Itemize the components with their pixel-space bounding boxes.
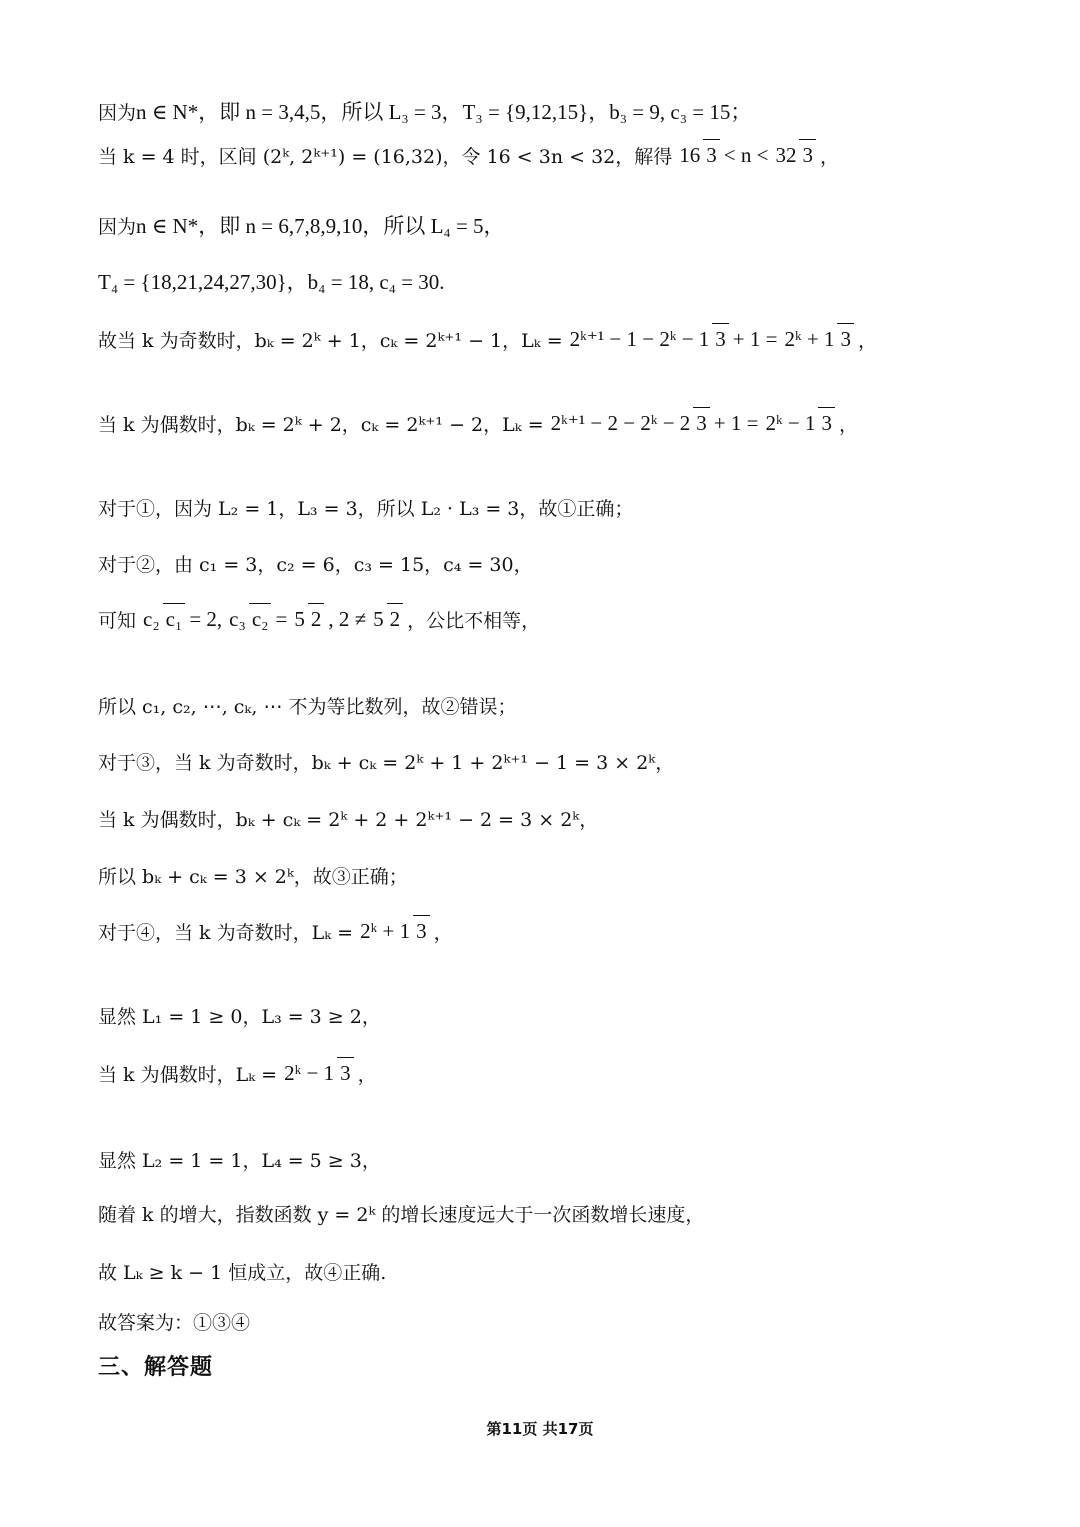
line-18: 随着 k 的增大，指数函数 y = 2ᵏ 的增长速度远大于一次函数增长速度， xyxy=(98,1204,705,1226)
line-19: 故 Lₖ ≥ k − 1 恒成立，故④正确. xyxy=(98,1262,387,1284)
page-footer: 第11页 共17页 xyxy=(486,1420,594,1438)
line-15: 显然 L₁ = 1 ≥ 0，L₃ = 3 ≥ 2， xyxy=(98,1006,381,1028)
line-17: 显然 L₂ = 1 = 1，L₄ = 5 ≥ 3， xyxy=(98,1150,381,1172)
line-20: 故答案为：①③④ xyxy=(98,1312,251,1334)
fraction: 2ᵏ + 1 3 xyxy=(357,919,429,944)
line-1: 因为 n ∈ N*，即 n = 3,4,5，所以 L₃ = 3，T₃ = {9,12,15}，b₃ = 9, c₃ = 15； xyxy=(98,100,752,124)
line-12: 当 k 为偶数时，bₖ + cₖ = 2ᵏ + 2 + 2ᵏ⁺¹ − 2 = 3 × 2ᵏ， xyxy=(98,809,599,831)
line-10: 所以 c₁, c₂, ⋯, cₖ, ⋯ 不为等比数列，故②错误； xyxy=(98,696,517,718)
fraction: c₃ c₂ xyxy=(226,607,271,632)
section-heading: 三、解答题 xyxy=(98,1355,214,1380)
line-13: 所以 bₖ + cₖ = 3 × 2ᵏ，故③正确； xyxy=(98,866,408,888)
fraction: 5 2 xyxy=(291,607,324,632)
line-11: 对于③，当 k 为奇数时，bₖ + cₖ = 2ᵏ + 1 + 2ᵏ⁺¹ − 1 = 3 × 2ᵏ， xyxy=(98,752,675,774)
fraction: 32 3 xyxy=(772,143,816,168)
fraction: 5 2 xyxy=(370,607,403,632)
line-8: 对于②，由 c₁ = 3，c₂ = 6，c₃ = 15，c₄ = 30， xyxy=(98,554,533,576)
fraction: 2ᵏ⁺¹ − 1 − 2ᵏ − 1 3 xyxy=(567,327,729,352)
fraction: 2ᵏ − 1 3 xyxy=(281,1061,353,1086)
line-2: 当 k = 4 时，区间 (2ᵏ, 2ᵏ⁺¹) = (16,32)，令 16 < 3n < 32，解得 16 3 < n < 32 3 ， xyxy=(98,142,839,169)
fraction: 16 3 xyxy=(676,143,720,168)
fraction: 2ᵏ + 1 3 xyxy=(781,327,853,352)
line-14: 对于④，当 k 为奇数时，Lₖ = 2ᵏ + 1 3 ， xyxy=(98,918,453,945)
line-4: T₄ = {18,21,24,27,30}，b₄ = 18, c₄ = 30. xyxy=(98,270,445,294)
line-7: 对于①，因为 L₂ = 1，L₃ = 3，所以 L₂ · L₃ = 3，故①正确； xyxy=(98,498,634,520)
fraction: c₂ c₁ xyxy=(140,607,185,632)
fraction: 2ᵏ − 1 3 xyxy=(762,411,834,436)
line-5: 故当 k 为奇数时，bₖ = 2ᵏ + 1，cₖ = 2ᵏ⁺¹ − 1，Lₖ = 2ᵏ⁺¹ − 1 − 2ᵏ − 1 3 + 1 = 2ᵏ + 1 3 ， xyxy=(98,326,877,353)
line-6: 当 k 为偶数时，bₖ = 2ᵏ + 2，cₖ = 2ᵏ⁺¹ − 2，Lₖ = 2ᵏ⁺¹ − 2 − 2ᵏ − 2 3 + 1 = 2ᵏ − 1 3 ， xyxy=(98,410,858,437)
line-16: 当 k 为偶数时，Lₖ = 2ᵏ − 1 3 ， xyxy=(98,1060,377,1087)
fraction: 2ᵏ⁺¹ − 2 − 2ᵏ − 2 3 xyxy=(548,411,710,436)
line-9: 可知 c₂ c₁ = 2, c₃ c₂ = 5 2 , 2 ≠ 5 2 ，公比不相等， xyxy=(98,606,540,633)
line-3: 因为 n ∈ N*，即 n = 6,7,8,9,10，所以 L₄ = 5， xyxy=(98,214,505,238)
